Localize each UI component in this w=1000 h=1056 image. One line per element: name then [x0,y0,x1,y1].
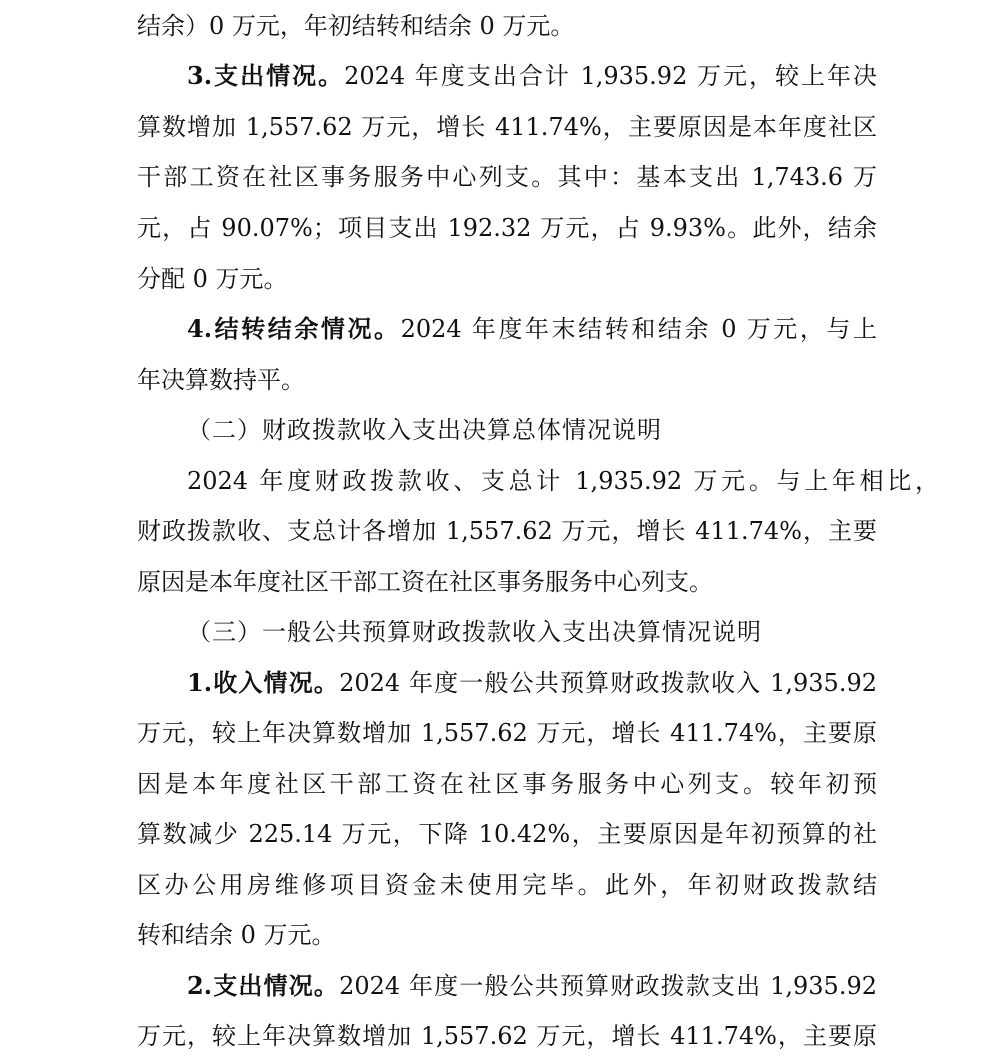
paragraph-line: 区办公用房维修项目资金未使用完毕。此外，年初财政拨款结 [137,871,877,899]
paragraph-line: 1.收入情况。2024 年度一般公共预算财政拨款收入 1,935.92 [187,668,877,697]
paragraph-line: 年决算数持平。 [137,366,305,394]
paragraph-line: 算数减少 225.14 万元，下降 10.42%，主要原因是年初预算的社 [137,820,877,848]
paragraph-line: 转和结余 0 万元。 [137,921,336,949]
section-label: 3.支出情况。 [187,61,345,90]
paragraph-line: 万元，较上年决算数增加 1,557.62 万元，增长 411.74%，主要原 [137,719,877,747]
section-label: 2.支出情况。 [187,971,340,1000]
paragraph-line: 财政拨款收、支总计各增加 1,557.62 万元，增长 411.74%，主要 [137,517,877,545]
section-heading: （三）一般公共预算财政拨款收入支出决算情况说明 [187,618,762,646]
section-label: 4.结转结余情况。 [187,314,401,343]
paragraph-line: 3.支出情况。2024 年度支出合计 1,935.92 万元，较上年决 [187,61,877,90]
paragraph-line: 4.结转结余情况。2024 年度年末结转和结余 0 万元，与上 [187,314,877,343]
section-heading: （二）财政拨款收入支出决算总体情况说明 [187,416,662,444]
paragraph-line: 原因是本年度社区干部工资在社区事务服务中心列支。 [137,568,713,596]
paragraph-line: 结余）0 万元，年初结转和结余 0 万元。 [137,12,575,40]
paragraph-line: 干部工资在社区事务服务中心列支。其中：基本支出 1,743.6 万 [137,163,877,191]
paragraph-line: 因是本年度社区干部工资在社区事务服务中心列支。较年初预 [137,770,877,798]
paragraph-line: 2.支出情况。2024 年度一般公共预算财政拨款支出 1,935.92 [187,971,877,1000]
paragraph-line: 元，占 90.07%；项目支出 192.32 万元，占 9.93%。此外，结余 [137,214,877,242]
section-label: 1.收入情况。 [187,668,340,697]
paragraph-line: 万元，较上年决算数增加 1,557.62 万元，增长 411.74%，主要原 [137,1022,877,1050]
paragraph-line: 2024 年度财政拨款收、支总计 1,935.92 万元。与上年相比， [187,467,939,495]
paragraph-line: 算数增加 1,557.62 万元，增长 411.74%，主要原因是本年度社区 [137,113,877,141]
paragraph-line: 分配 0 万元。 [137,265,288,293]
